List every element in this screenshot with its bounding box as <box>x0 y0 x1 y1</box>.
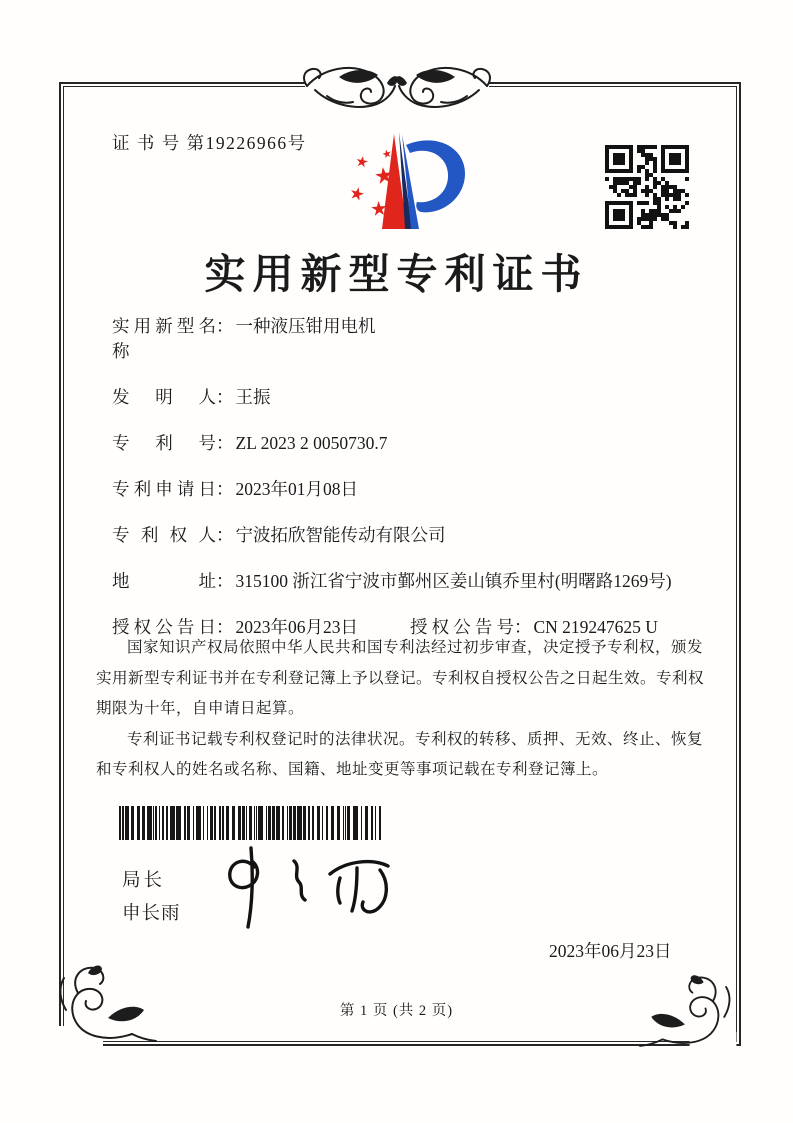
certificate-title: 实用新型专利证书 <box>204 251 589 297</box>
legal-paragraph-2: 专利证书记载专利权登记时的法律状况。专利权的转移、质押、无效、终止、恢复和专利权人的姓名或名称、国籍、地址变更等事项记载在专利登记簿上。 <box>96 730 704 778</box>
issue-date: 2023年06月23日 <box>549 941 672 961</box>
qr-code-icon <box>602 142 692 232</box>
field-row-patentee <box>112 523 710 548</box>
field-label: 专利号 <box>112 433 216 453</box>
field-value: 王振 <box>235 387 271 407</box>
signer-name: 申长雨 <box>122 904 181 924</box>
field-colon: ： <box>216 316 234 336</box>
field-colon: ： <box>216 617 234 637</box>
field-colon: ： <box>216 433 234 453</box>
certificate-fields <box>112 314 710 661</box>
field-label: 实用新型名称 <box>112 316 216 361</box>
field-colon: ： <box>514 617 532 637</box>
field-row-filing-date <box>112 477 710 502</box>
field-value: 2023年01月08日 <box>235 479 358 499</box>
certificate-number: 证 书 号 第19226966号 <box>112 133 307 153</box>
signer-title: 局长 <box>122 871 166 891</box>
field-row-address <box>112 569 710 594</box>
field-label: 授权公告日 <box>112 617 216 637</box>
page-footer: 第 1 页 (共 2 页) <box>339 1003 454 1019</box>
field-label: 专利申请日 <box>112 479 216 499</box>
cnipa-logo-icon <box>333 130 477 238</box>
field-row-patent-number <box>112 431 710 456</box>
legal-paragraph-1: 国家知识产权局依照中华人民共和国专利法经过初步审查，决定授予专利权，颁发实用新型专利证书并在专利登记簿上予以登记。专利权自授权公告之日起生效。专利权期限为十年，自申请日起算。 <box>96 639 705 717</box>
handwritten-signature-icon <box>214 843 422 933</box>
field-colon: ： <box>216 387 234 407</box>
field-label: 专利权人 <box>112 525 216 545</box>
field-value: 315100 浙江省宁波市鄞州区姜山镇乔里村(明曙路1269号) <box>235 571 672 591</box>
field-label: 授权公告号 <box>410 617 514 637</box>
field-colon: ： <box>216 525 234 545</box>
field-value: 2023年06月23日 <box>235 617 358 637</box>
field-row-utility-model-name <box>112 314 710 364</box>
field-value: 一种液压钳用电机 <box>235 316 376 336</box>
top-border-ornament-icon <box>281 56 513 130</box>
field-label: 地址 <box>112 571 216 591</box>
field-colon: ： <box>216 571 234 591</box>
field-value: 宁波拓欣智能传动有限公司 <box>235 525 446 545</box>
field-value: CN 219247625 U <box>533 617 658 637</box>
field-value: ZL 2023 2 0050730.7 <box>235 433 388 453</box>
barcode-icon <box>117 806 389 840</box>
legal-text <box>96 633 706 786</box>
field-label: 发明人 <box>112 387 216 407</box>
field-row-inventor <box>112 385 710 410</box>
field-colon: ： <box>216 479 234 499</box>
